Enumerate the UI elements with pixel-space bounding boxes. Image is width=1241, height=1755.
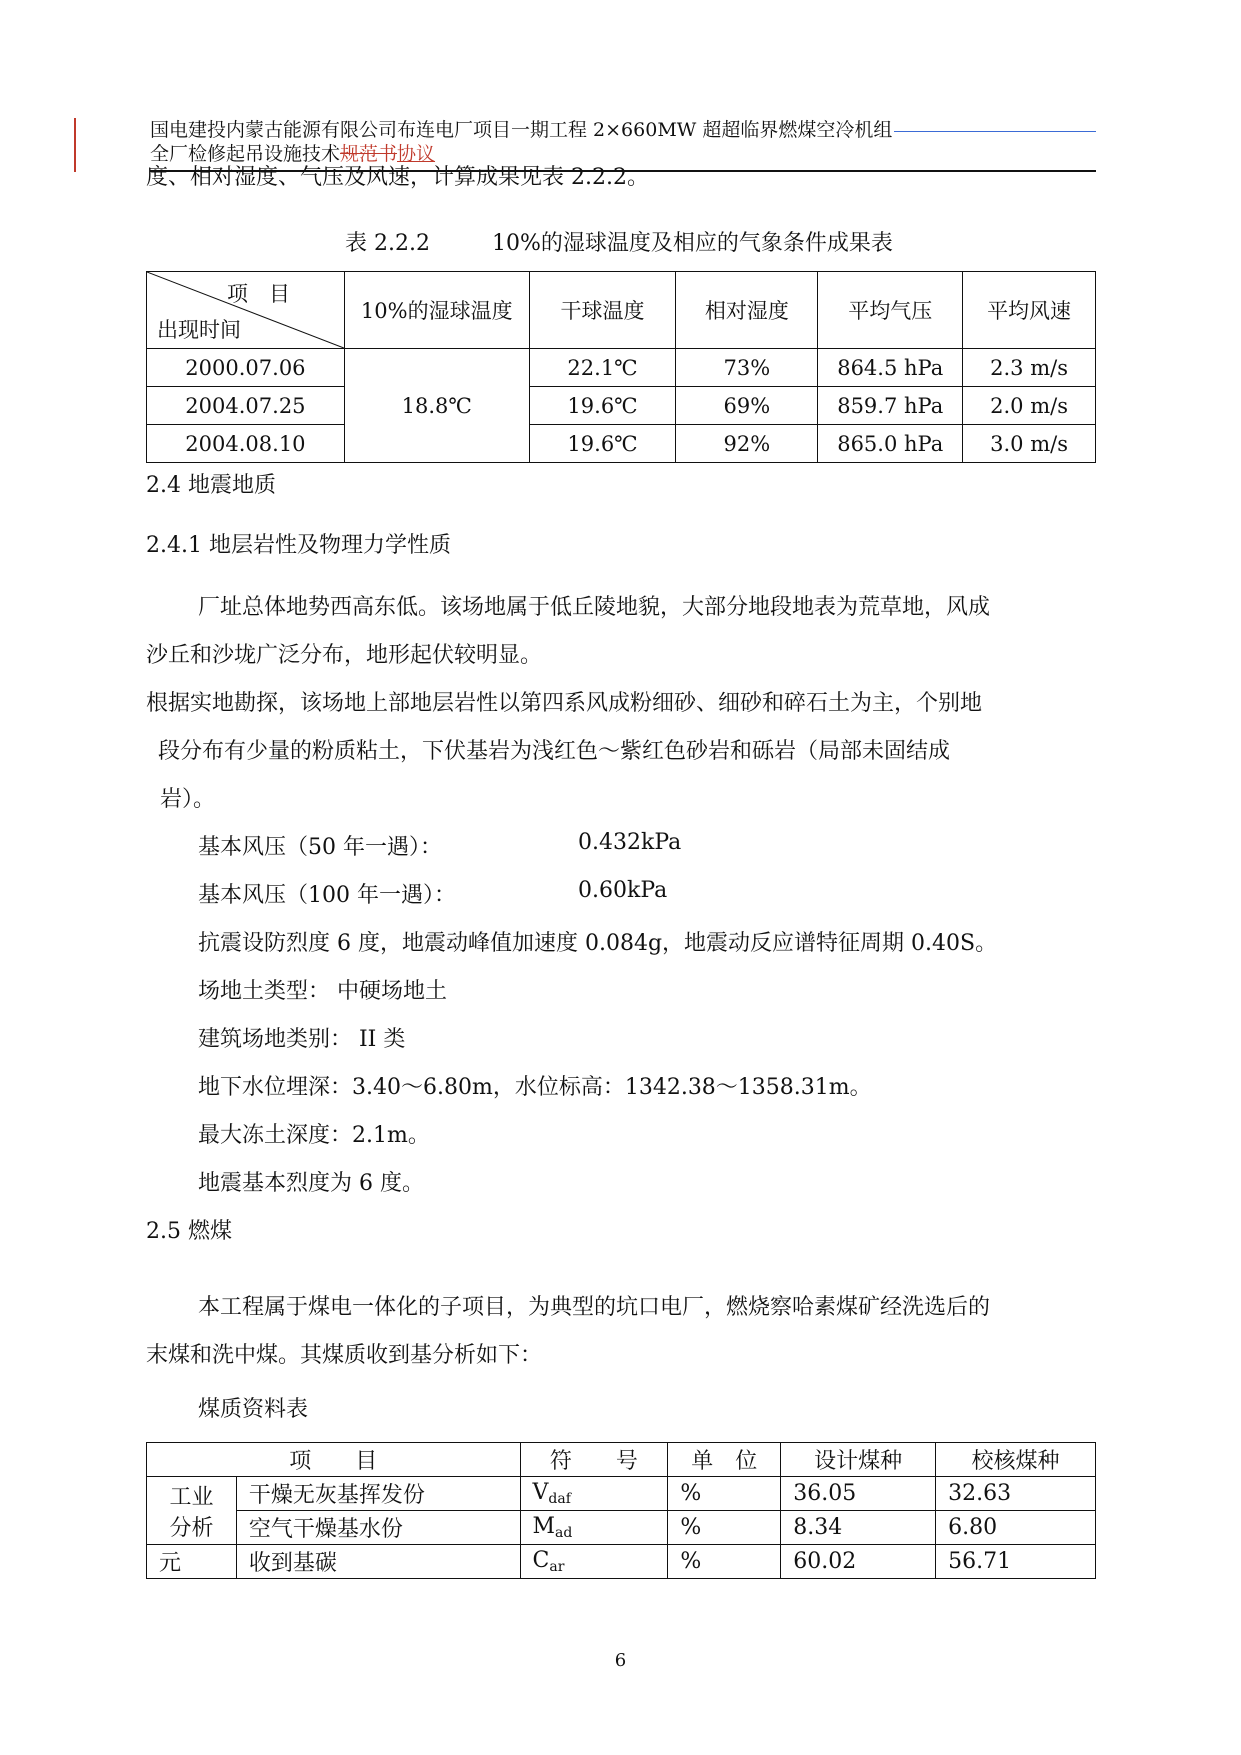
paragraph-terrain-line-2: 沙丘和沙垅广泛分布，地形起伏较明显。 xyxy=(146,643,543,668)
table1-corner-top: 项 目 xyxy=(227,282,290,306)
coal-item-check: 32.63 xyxy=(936,1477,1096,1511)
coal-header-item: 项 目 xyxy=(147,1443,521,1477)
table-row xyxy=(147,387,1096,425)
date-cell: 2004.08.10 xyxy=(147,425,345,463)
header-deleted-text: 规范书 xyxy=(340,143,398,165)
humidity-cell: 92% xyxy=(676,425,818,463)
coal-item-name: 干燥无灰基挥发份 xyxy=(236,1477,520,1511)
wet-bulb-cell: 18.8℃ xyxy=(344,349,529,463)
coal-item-check: 56.71 xyxy=(936,1545,1096,1579)
header-inserted-rule xyxy=(894,131,1096,132)
group-label-line-1: 工业 xyxy=(169,1484,214,1510)
wind-cell: 2.0 m/s xyxy=(963,387,1096,425)
coal-quality-table xyxy=(146,1442,1096,1579)
group-industrial-analysis xyxy=(147,1477,237,1545)
table-row xyxy=(147,1545,1096,1579)
table-row xyxy=(147,425,1096,463)
header-project-title: 国电建投内蒙古能源有限公司布连电厂项目一期工程 2×660MW 超超临界燃煤空冷机组 xyxy=(150,119,893,141)
table1-header-cell: 平均气压 xyxy=(818,272,963,349)
frost-depth-line: 最大冻土深度：2.1m。 xyxy=(198,1123,430,1148)
section-2-4-heading: 2.4 地震地质 xyxy=(146,473,276,498)
table1-header-cell: 相对湿度 xyxy=(676,272,818,349)
table-row xyxy=(147,349,1096,387)
wet-bulb-table xyxy=(146,271,1096,463)
group-elemental-analysis: 元 xyxy=(147,1545,237,1579)
wind-pressure-50-value: 0.432kPa xyxy=(578,830,682,855)
seismic-line: 抗震设防烈度 6 度，地震动峰值加速度 0.084g，地震动反应谱特征周期 0.40S。 xyxy=(198,931,998,956)
table1-header-cell: 平均风速 xyxy=(963,272,1096,349)
humidity-cell: 73% xyxy=(676,349,818,387)
date-cell: 2000.07.06 xyxy=(147,349,345,387)
coal-item-symbol: $C_{ar}$ xyxy=(520,1545,668,1579)
page-header xyxy=(150,118,1096,166)
revision-bar xyxy=(74,118,76,172)
soil-type-line: 场地土类型： 中硬场地土 xyxy=(198,979,447,1004)
coal-item-design: 8.34 xyxy=(781,1511,936,1545)
coal-header-check: 校核煤种 xyxy=(936,1443,1096,1477)
coal-header-symbol: 符 号 xyxy=(520,1443,668,1477)
header-line-1 xyxy=(150,118,1096,142)
humidity-cell: 69% xyxy=(676,387,818,425)
wind-cell: 2.3 m/s xyxy=(963,349,1096,387)
coal-item-unit: % xyxy=(668,1477,781,1511)
coal-item-check: 6.80 xyxy=(936,1511,1096,1545)
paragraph-strata-line-1: 根据实地勘探，该场地上部地层岩性以第四系风成粉细砂、细砂和碎石土为主，个别地 xyxy=(146,691,983,716)
table1-corner-cell xyxy=(147,272,345,349)
paragraph-terrain-line-1: 厂址总体地势西高东低。该场地属于低丘陵地貌，大部分地段地表为荒草地，风成 xyxy=(198,595,991,620)
paragraph-strata-line-2: 段分布有少量的粉质粘土，下伏基岩为浅红色～紫红色砂岩和砾岩（局部未固结成 xyxy=(158,739,951,764)
wind-pressure-100-label: 基本风压（100 年一遇）： xyxy=(198,883,456,908)
section-2-4-1-heading: 2.4.1 地层岩性及物理力学性质 xyxy=(146,533,451,558)
pressure-cell: 859.7 hPa xyxy=(818,387,963,425)
paragraph-coal-line-1: 本工程属于煤电一体化的子项目，为典型的坑口电厂，燃烧察哈素煤矿经洗选后的 xyxy=(198,1295,991,1320)
section-2-5-heading: 2.5 燃煤 xyxy=(146,1219,232,1244)
paragraph-strata-line-3: 岩）。 xyxy=(160,787,216,812)
table1-caption-title: 10%的湿球温度及相应的气象条件成果表 xyxy=(491,231,893,256)
coal-item-symbol: $M_{ad}$ xyxy=(520,1511,668,1545)
dry-bulb-cell: 22.1℃ xyxy=(529,349,676,387)
group-label-line-2: 分析 xyxy=(169,1515,214,1541)
dry-bulb-cell: 19.6℃ xyxy=(529,387,676,425)
table1-header-cell: 10%的湿球温度 xyxy=(344,272,529,349)
coal-table-title: 煤质资料表 xyxy=(198,1397,309,1422)
paragraph-coal-line-2: 末煤和洗中煤。其煤质收到基分析如下： xyxy=(146,1343,543,1368)
wind-pressure-100-value: 0.60kPa xyxy=(578,878,668,903)
coal-header-design: 设计煤种 xyxy=(781,1443,936,1477)
coal-item-unit: % xyxy=(668,1545,781,1579)
coal-item-design: 60.02 xyxy=(781,1545,936,1579)
header-doc-title: 全厂检修起吊设施技术 xyxy=(150,143,341,165)
page-number: 6 xyxy=(614,1650,627,1671)
date-cell: 2004.07.25 xyxy=(147,387,345,425)
dry-bulb-cell: 19.6℃ xyxy=(529,425,676,463)
pressure-cell: 865.0 hPa xyxy=(818,425,963,463)
table1-corner-bottom: 出现时间 xyxy=(157,318,241,342)
intro-line: 度、相对湿度、气压及风速，计算成果见表 2.2.2。 xyxy=(146,165,649,190)
seismic-intensity-line: 地震基本烈度为 6 度。 xyxy=(198,1171,424,1196)
site-class-line: 建筑场地类别： II 类 xyxy=(198,1027,406,1052)
table1-header-cell: 干球温度 xyxy=(529,272,676,349)
coal-item-name: 收到基碳 xyxy=(236,1545,520,1579)
table-row xyxy=(147,1511,1096,1545)
coal-item-name: 空气干燥基水份 xyxy=(236,1511,520,1545)
table-row xyxy=(147,1477,1096,1511)
pressure-cell: 864.5 hPa xyxy=(818,349,963,387)
coal-item-symbol: $V_{daf}$ xyxy=(520,1477,668,1511)
coal-item-design: 36.05 xyxy=(781,1477,936,1511)
header-inserted-text: 协议 xyxy=(397,143,436,165)
table1-caption xyxy=(345,226,893,257)
coal-header-unit: 单 位 xyxy=(668,1443,781,1477)
table1-caption-number: 表 2.2.2 xyxy=(345,231,430,256)
wind-pressure-50-label: 基本风压（50 年一遇）： xyxy=(198,835,442,860)
coal-item-unit: % xyxy=(668,1511,781,1545)
wind-cell: 3.0 m/s xyxy=(963,425,1096,463)
groundwater-line: 地下水位埋深：3.40～6.80m，水位标高：1342.38～1358.31m。 xyxy=(198,1075,872,1100)
